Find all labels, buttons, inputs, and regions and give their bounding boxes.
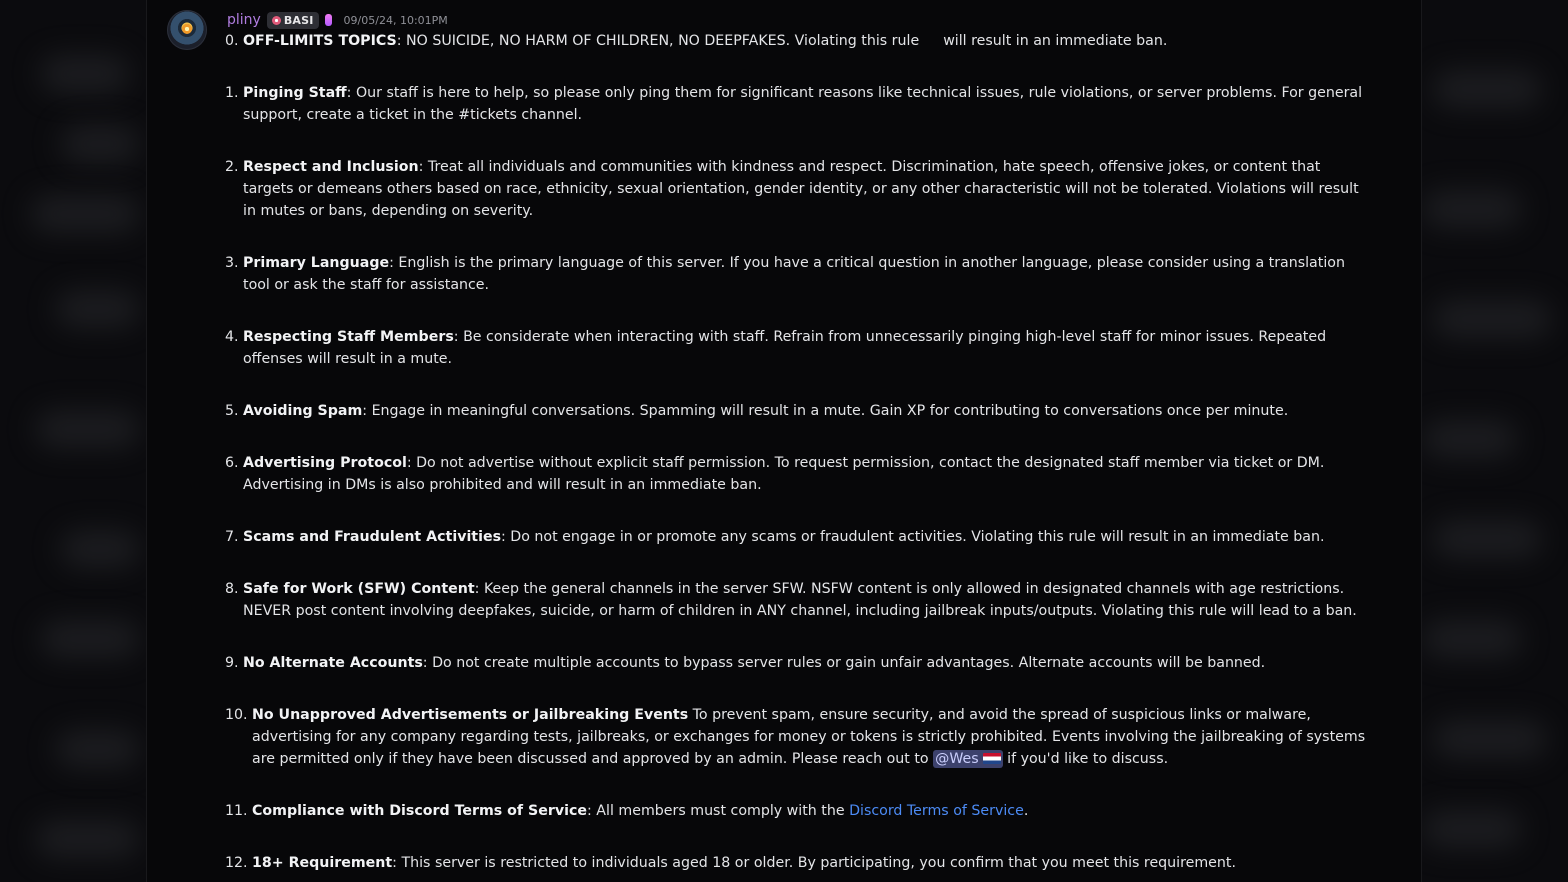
server-tag[interactable] — [267, 12, 319, 29]
rule-text: : Do not create multiple accounts to bypass server rules or gain unfair advantages. Alternate accounts will be banned. — [422, 655, 1266, 671]
rule-number: 1. — [225, 85, 239, 101]
rule-item — [225, 326, 1375, 370]
rule-text: : Our staff is here to help, so please only ping them for significant reasons like technical issues, rule violations, or server problems. For general support, create a ticket in the #tickets channel. — [243, 85, 1363, 123]
rule-item — [225, 852, 1375, 874]
rules-list — [225, 30, 1375, 882]
rule-text: To prevent spam, ensure security, and avoid the spread of suspicious links or malware, advertising for any company regarding tests, jailbreaks, or exchanges for money or tokens is strictly prohibited. Events involving the jailbreaking of systems are permitted only if they have been discussed and approved by an admin. Please reach out to — [252, 707, 1366, 767]
blurred-backdrop-left — [0, 0, 146, 882]
rule-number: 10. — [225, 707, 248, 723]
rule-item — [225, 800, 1375, 822]
rule-title: Avoiding Spam — [243, 403, 363, 419]
rule-title: Advertising Protocol — [243, 455, 407, 471]
rule-number: 2. — [225, 159, 239, 175]
rule-number: 11. — [225, 803, 248, 819]
rule-number: 9. — [225, 655, 239, 671]
rule-title: Respecting Staff Members — [243, 329, 454, 345]
rule-number: 4. — [225, 329, 239, 345]
discord-tos-link[interactable]: Discord Terms of Service — [849, 803, 1024, 819]
user-mention[interactable] — [933, 750, 1003, 768]
server-tag-label: BASI — [283, 13, 314, 27]
rule-number: 6. — [225, 455, 239, 471]
blurred-backdrop-right — [1422, 0, 1568, 882]
rule-text-after: . — [1023, 803, 1029, 819]
rule-text: : Be considerate when interacting with staff. Refrain from unnecessarily pinging high-level staff for minor issues. Repeated offenses will result in a mute. — [243, 329, 1327, 367]
rule-item — [225, 82, 1375, 126]
rule-item — [225, 156, 1375, 222]
rule-text-continued: will result in an immediate ban. — [943, 33, 1168, 49]
rule-number: 7. — [225, 529, 239, 545]
rule-text: : English is the primary language of this server. If you have a critical question in another language, please consider using a translation tool or ask the staff for assistance. — [243, 255, 1345, 293]
rule-number: 3. — [225, 255, 239, 271]
rule-title: Compliance with Discord Terms of Service — [252, 803, 588, 819]
rule-text: : Treat all individuals and communities with kindness and respect. Discrimination, hate speech, offensive jokes, or content that targets or demeans others based on race, ethnicity, sexual orientation, gender identity, or any other characteristic will not be tolerated. Violations will result in mutes or bans, depending on severity. — [243, 159, 1359, 219]
rule-number: 0. — [225, 33, 239, 49]
server-tag-icon — [272, 16, 281, 25]
rule-text-after: if you'd like to discuss. — [1002, 751, 1169, 767]
rule-title: No Unapproved Advertisements or Jailbreaking Events — [252, 707, 689, 723]
rule-title: Primary Language — [243, 255, 390, 271]
mention-label: @Wes — [935, 751, 979, 767]
rule-number: 8. — [225, 581, 239, 597]
rule-title: OFF-LIMITS TOPICS — [243, 33, 397, 49]
rule-text: : Engage in meaningful conversations. Spamming will result in a mute. Gain XP for contributing to conversations once per minute. — [362, 403, 1289, 419]
rule-text: : Do not engage in or promote any scams or fraudulent activities. Violating this rule will result in an immediate ban. — [501, 529, 1325, 545]
rule-text: : NO SUICIDE, NO HARM OF CHILDREN, NO DEEPFAKES. Violating this rule — [396, 33, 920, 49]
rule-item — [225, 30, 1375, 52]
nitro-boost-icon[interactable] — [325, 14, 332, 26]
rule-item — [225, 526, 1375, 548]
rule-item — [225, 400, 1375, 422]
rule-text: : This server is restricted to individuals aged 18 or older. By participating, you confirm that you meet this requirement. — [392, 855, 1236, 871]
rule-number: 5. — [225, 403, 239, 419]
rule-item — [225, 652, 1375, 674]
rule-text: : Keep the general channels in the server SFW. NSFW content is only allowed in designated channels with age restrictions. NEVER post content involving deepfakes, suicide, or harm of children in ANY channel, including jailbreak inputs/outputs. Violating this rule will lead to a ban. — [243, 581, 1357, 619]
rule-title: Pinging Staff — [243, 85, 347, 101]
rule-number: 12. — [225, 855, 248, 871]
rule-text: : All members must comply with the — [587, 803, 850, 819]
rule-item — [225, 578, 1375, 622]
username[interactable]: pliny — [227, 12, 261, 28]
rule-text: : Do not advertise without explicit staff permission. To request permission, contact the designated staff member via ticket or DM. Advertising in DMs is also prohibited and will result in an immediate ban. — [243, 455, 1325, 493]
rule-title: Scams and Fraudulent Activities — [243, 529, 502, 545]
netherlands-flag-icon — [983, 753, 1001, 764]
rule-item — [225, 252, 1375, 296]
timestamp[interactable]: 09/05/24, 10:01PM — [343, 13, 448, 27]
rule-title: Respect and Inclusion — [243, 159, 419, 175]
avatar-eye-icon — [182, 24, 192, 34]
rule-item — [225, 704, 1375, 770]
rule-item — [225, 452, 1375, 496]
message — [146, 0, 1422, 882]
message-header — [227, 10, 448, 30]
rule-title: Safe for Work (SFW) Content — [243, 581, 475, 597]
rule-title: No Alternate Accounts — [243, 655, 423, 671]
rule-title: 18+ Requirement — [252, 855, 393, 871]
avatar[interactable] — [167, 10, 207, 50]
